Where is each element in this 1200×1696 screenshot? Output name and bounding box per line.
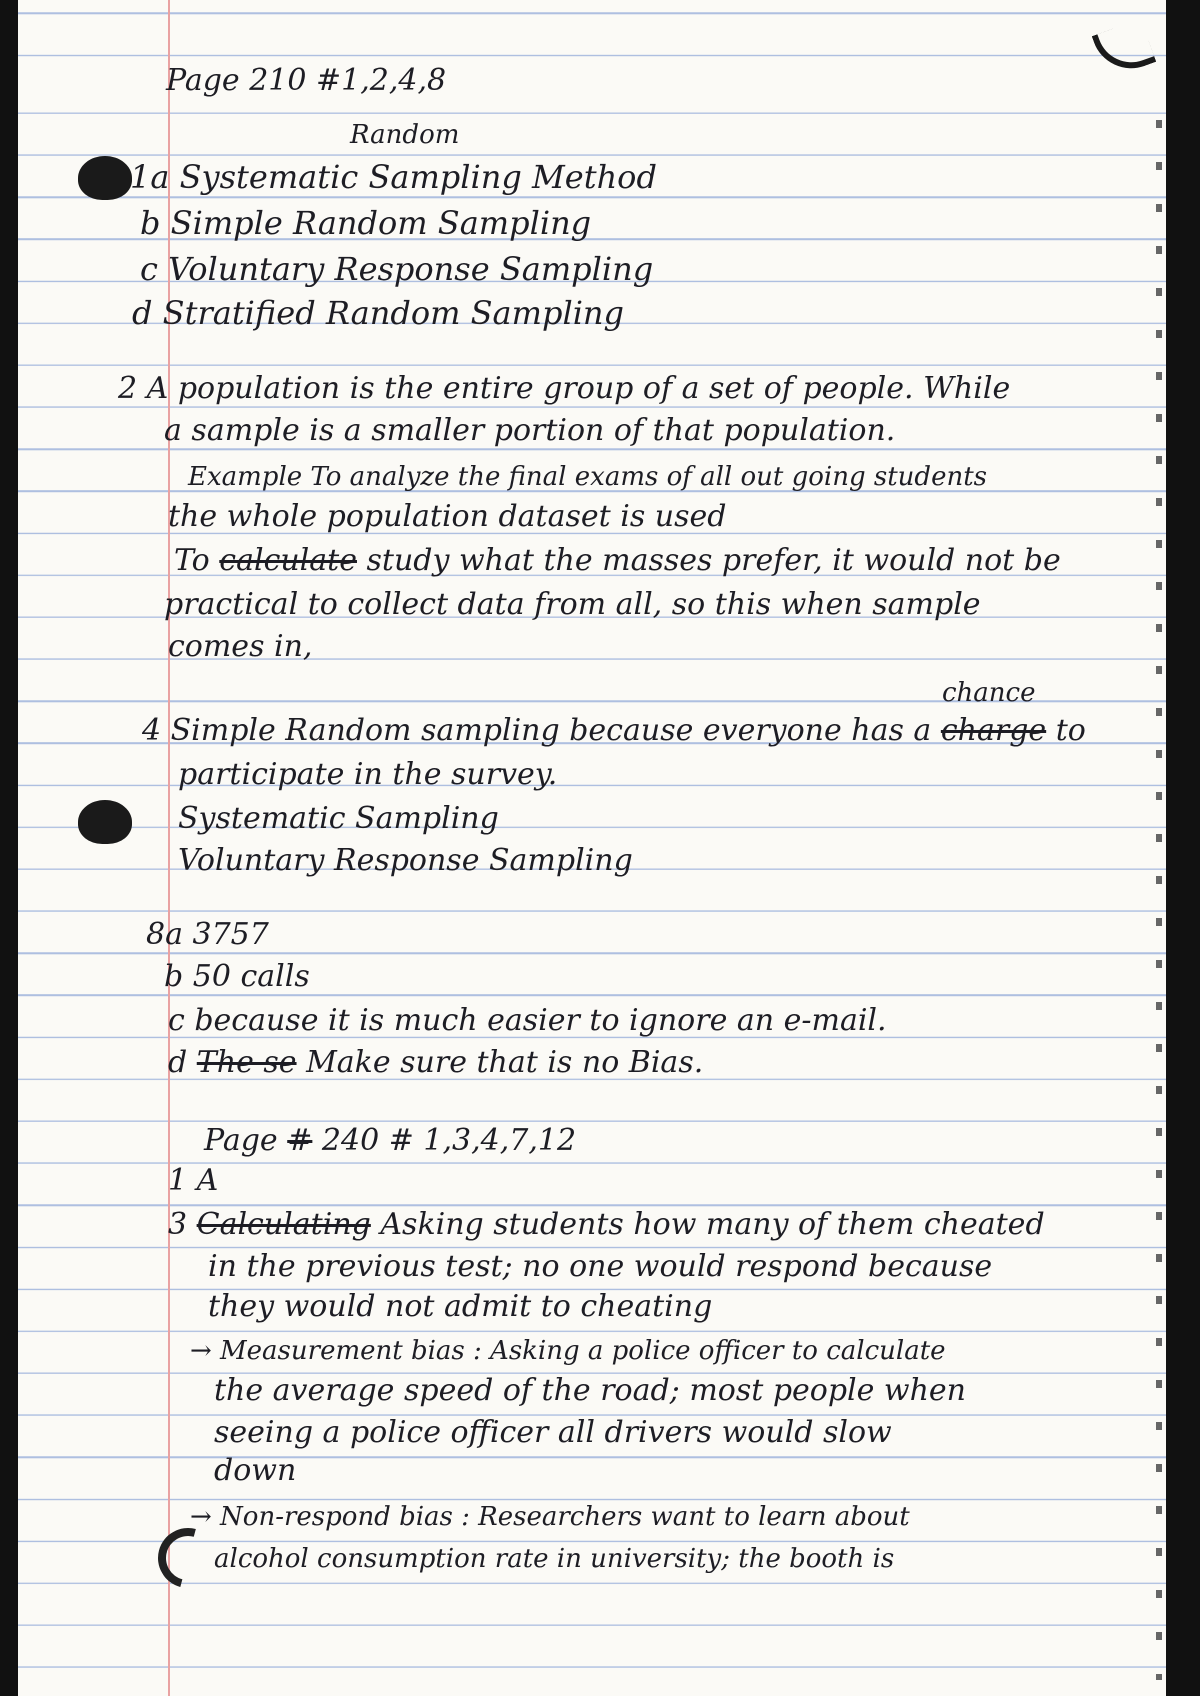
text: study what the masses prefer, it would not be: [356, 543, 1061, 578]
text: to: [1046, 713, 1086, 748]
answer-line: alcohol consumption rate in university; the booth is: [214, 1544, 895, 1574]
answer-line: → Non-respond bias : Researchers want to learn about: [190, 1502, 910, 1532]
answer-line: [174, 544, 1061, 578]
answer-line: [168, 1046, 703, 1080]
answer-line: d Stratified Random Sampling: [132, 294, 625, 332]
answer-line: c because it is much easier to ignore an e-mail.: [168, 1003, 887, 1038]
answer-line: [142, 714, 1086, 748]
answer-line: the whole population dataset is used: [168, 499, 727, 534]
struck-text: Calculating: [196, 1207, 371, 1242]
answer-line: Systematic Sampling: [178, 801, 499, 836]
struck-text: The se: [196, 1045, 297, 1080]
answer-line: 1a Systematic Sampling Method: [130, 158, 657, 196]
page-heading: [204, 1124, 576, 1158]
text: 240 # 1,3,4,7,12: [312, 1123, 577, 1158]
notebook-page: [18, 0, 1184, 1696]
perforation-marks: [1156, 120, 1162, 1680]
answer-line: c Voluntary Response Sampling: [140, 250, 654, 288]
answer-line: 1 A: [168, 1163, 219, 1198]
answer-line: 8a 3757: [146, 917, 269, 952]
struck-text: #: [287, 1123, 313, 1158]
binder-hole: [78, 156, 132, 200]
answer-line: the average speed of the road; most people when: [214, 1373, 967, 1408]
corner-mark: [1092, 18, 1157, 79]
page-edge: [1166, 0, 1184, 1696]
answer-line: a sample is a smaller portion of that population.: [164, 413, 896, 448]
answer-line: → Measurement bias : Asking a police officer to calculate: [190, 1336, 946, 1366]
annotation: Random: [350, 120, 460, 150]
text: 3: [168, 1207, 197, 1242]
struck-text: calculate: [219, 543, 357, 578]
text: Page: [204, 1123, 288, 1158]
answer-line: they would not admit to cheating: [208, 1289, 713, 1324]
answer-line: participate in the survey.: [178, 757, 558, 792]
page-heading: Page 210 #1,2,4,8: [166, 63, 447, 98]
text: Make sure that is no Bias.: [296, 1045, 704, 1080]
text: d: [168, 1045, 197, 1080]
answer-line: b 50 calls: [164, 959, 310, 994]
annotation: chance: [942, 678, 1036, 708]
answer-line: 2 A population is the entire group of a set of people. While: [118, 371, 1011, 406]
answer-line: down: [214, 1453, 297, 1488]
text: To: [174, 543, 220, 578]
answer-line: practical to collect data from all, so this when sample: [164, 587, 981, 622]
answer-line: in the previous test; no one would respond because: [208, 1249, 993, 1284]
answer-line: Voluntary Response Sampling: [178, 843, 633, 878]
answer-line: b Simple Random Sampling: [140, 204, 592, 242]
answer-line: Example To analyze the final exams of all out going students: [188, 462, 987, 492]
struck-text: charge: [940, 713, 1047, 748]
answer-line: seeing a police officer all drivers would slow: [214, 1415, 892, 1450]
binder-hole: [78, 800, 132, 844]
answer-line: [168, 1208, 1045, 1242]
text: 4 Simple Random sampling because everyone has a: [142, 713, 941, 748]
answer-line: comes in,: [168, 629, 313, 664]
text: Asking students how many of them cheated: [370, 1207, 1045, 1242]
